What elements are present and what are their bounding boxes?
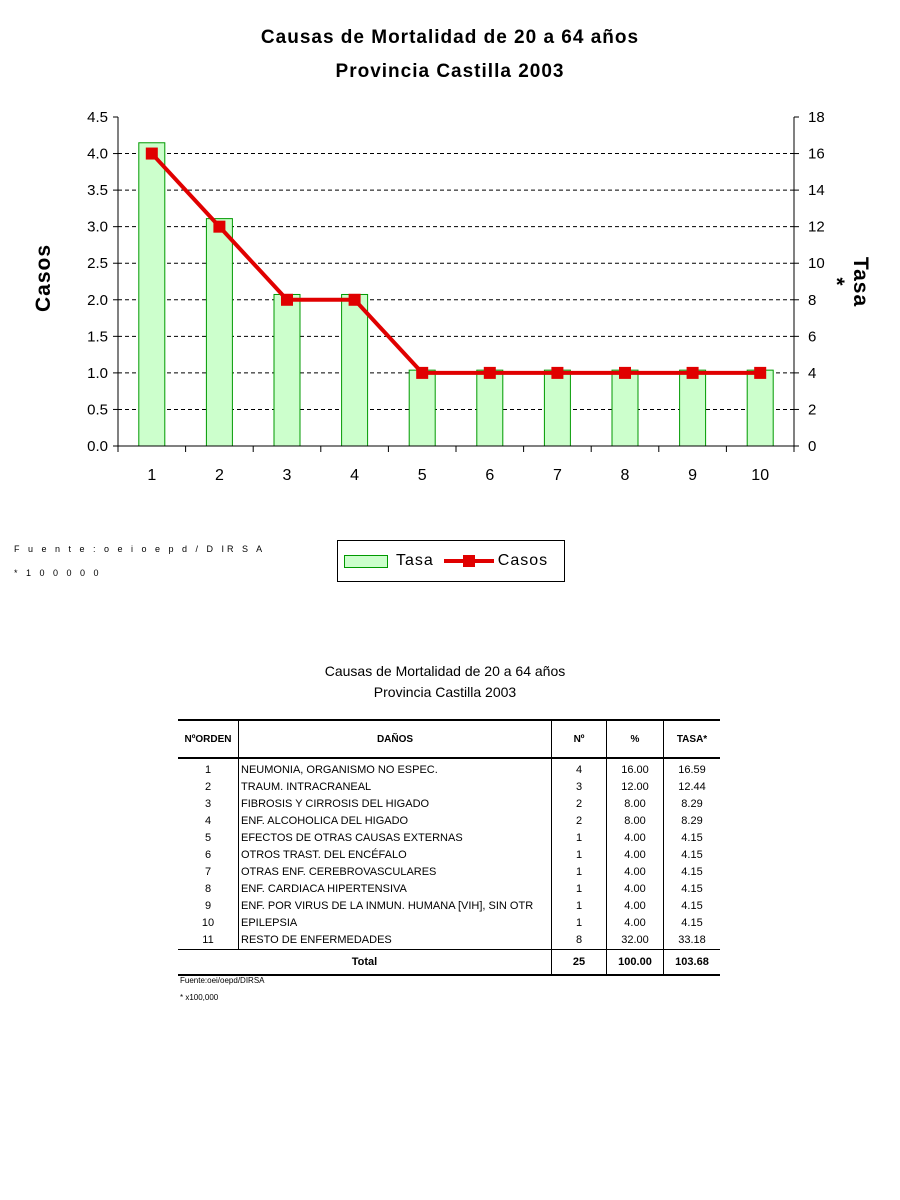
y-right-tick-label: 18 <box>808 109 825 126</box>
table-rate-note: * x100,000 <box>180 993 219 1002</box>
bar-tasa <box>680 370 706 446</box>
cell-dano: ENF. POR VIRUS DE LA INMUN. HUMANA [VIH], SIN OTR <box>239 898 552 915</box>
table-header-row <box>178 720 720 758</box>
table-row <box>178 847 720 864</box>
y-left-tick-label: 4.5 <box>87 109 108 126</box>
cell-orden: 8 <box>178 881 239 898</box>
point-casos <box>754 367 766 379</box>
cell-pct: 12.00 <box>607 779 664 796</box>
table-row <box>178 932 720 950</box>
cell-dano: EFECTOS DE OTRAS CAUSAS EXTERNAS <box>239 830 552 847</box>
y-left-tick-label: 0.0 <box>87 438 108 455</box>
y-right-tick-label: 2 <box>808 401 817 419</box>
cell-dano: ENF. ALCOHOLICA DEL HIGADO <box>239 813 552 830</box>
header-n: Nº <box>552 720 607 758</box>
cell-dano: RESTO DE ENFERMEDADES <box>239 932 552 950</box>
cell-dano: ENF. CARDIACA HIPERTENSIVA <box>239 881 552 898</box>
y-right-tick-label: 4 <box>808 364 817 382</box>
y-left-tick-label: 2.0 <box>87 291 108 309</box>
x-tick-label: 10 <box>751 467 770 484</box>
bar-tasa <box>206 219 232 446</box>
cell-n: 8 <box>552 932 607 950</box>
cell-tasa: 8.29 <box>681 815 703 827</box>
table-source-note: Fuente:oei/oepd/DIRSA <box>180 976 265 985</box>
cell-tasa: 4.15 <box>681 832 703 844</box>
cell-pct: 4.00 <box>607 915 664 932</box>
legend-tasa-label: Tasa <box>396 552 434 569</box>
table-row <box>178 898 720 915</box>
y-left-tick-label: 1.5 <box>87 328 108 346</box>
x-tick-label: 9 <box>688 467 698 484</box>
cell-n: 1 <box>552 864 607 881</box>
x-tick-label: 3 <box>282 467 292 484</box>
y-right-tick-label: 10 <box>808 255 825 273</box>
cell-tasa: 12.44 <box>678 781 706 793</box>
table-row <box>178 796 720 813</box>
cell-n: 1 <box>552 898 607 915</box>
cell-orden: 7 <box>178 864 239 881</box>
x-tick-label: 8 <box>620 467 630 484</box>
cell-pct: 4.00 <box>607 881 664 898</box>
cell-tasa: 16.59 <box>678 764 706 776</box>
cell-tasa: 4.15 <box>681 866 703 878</box>
cell-n: 2 <box>552 813 607 830</box>
point-casos <box>551 367 563 379</box>
table-total-row <box>178 950 720 976</box>
header-tasa: TASA* <box>664 720 721 758</box>
cell-pct: 16.00 <box>607 758 664 779</box>
cell-n: 2 <box>552 796 607 813</box>
table-row <box>178 779 720 796</box>
bar-tasa <box>477 370 503 446</box>
y-right-tick-label: 6 <box>808 328 817 346</box>
cell-dano: FIBROSIS Y CIRROSIS DEL HIGADO <box>239 796 552 813</box>
table-row <box>178 915 720 932</box>
cell-orden: 1 <box>178 758 239 779</box>
cell-tasa: 4.15 <box>681 917 703 929</box>
point-casos <box>416 367 428 379</box>
y-right-tick-label: 16 <box>808 145 825 163</box>
bar-tasa <box>747 370 773 446</box>
x-tick-label: 2 <box>214 467 224 484</box>
point-casos <box>146 148 158 160</box>
cell-n: 1 <box>552 915 607 932</box>
point-casos <box>619 367 631 379</box>
y-right-tick-label: 8 <box>808 291 817 309</box>
y-left-tick-label: 3.5 <box>87 182 108 200</box>
y-right-tick-label: 12 <box>808 218 825 236</box>
y-right-tick-label: 0 <box>808 438 817 455</box>
cell-orden: 9 <box>178 898 239 915</box>
cell-dano: NEUMONIA, ORGANISMO NO ESPEC. <box>239 758 552 779</box>
y-axis-right-title: Tasa * <box>825 256 872 308</box>
header-danos: DAÑOS <box>239 720 552 758</box>
total-pct: 100.00 <box>607 950 664 976</box>
cell-pct: 4.00 <box>607 847 664 864</box>
table-title-line2: Provincia Castilla 2003 <box>373 684 517 700</box>
bar-tasa <box>544 370 570 446</box>
x-tick-label: 5 <box>417 467 427 484</box>
cell-pct: 8.00 <box>607 796 664 813</box>
cell-orden: 6 <box>178 847 239 864</box>
bar-tasa <box>342 294 368 446</box>
chart-title-line1: Causas de Mortalidad de 20 a 64 años <box>260 27 640 48</box>
total-n: 25 <box>552 950 607 976</box>
cell-dano: TRAUM. INTRACRANEAL <box>239 779 552 796</box>
mortality-table <box>178 719 720 976</box>
point-casos <box>349 294 361 306</box>
cell-orden: 2 <box>178 779 239 796</box>
cell-orden: 5 <box>178 830 239 847</box>
cell-pct: 4.00 <box>607 830 664 847</box>
cell-n: 1 <box>552 830 607 847</box>
cell-n: 3 <box>552 779 607 796</box>
header-pct: % <box>607 720 664 758</box>
chart-source-note: F u e n t e : o e i o e p d / D IR S A <box>14 544 266 554</box>
y-right-tick-label: 14 <box>808 182 825 200</box>
table-title-line1: Causas de Mortalidad de 20 a 64 años <box>324 663 566 679</box>
cell-n: 1 <box>552 847 607 864</box>
x-tick-label: 6 <box>485 467 495 484</box>
cell-tasa: 4.15 <box>681 883 703 895</box>
x-tick-label: 7 <box>552 467 562 484</box>
cell-tasa: 8.29 <box>681 798 703 810</box>
table-row <box>178 864 720 881</box>
bar-tasa <box>409 370 435 446</box>
legend-tasa-swatch <box>344 555 388 568</box>
bar-tasa <box>139 143 165 446</box>
chart-rate-note: * 1 0 0 0 0 0 <box>14 568 102 578</box>
bar-tasa <box>274 294 300 446</box>
cell-tasa: 4.15 <box>681 900 703 912</box>
combo-chart <box>0 0 900 500</box>
cell-orden: 11 <box>178 932 239 950</box>
table-row <box>178 813 720 830</box>
total-tasa: 103.68 <box>664 950 721 976</box>
table-row <box>178 758 720 779</box>
y-left-tick-label: 4.0 <box>87 145 108 163</box>
x-tick-label: 1 <box>147 467 157 484</box>
y-left-tick-label: 3.0 <box>87 218 108 236</box>
cell-orden: 10 <box>178 915 239 932</box>
table-row <box>178 881 720 898</box>
cell-n: 4 <box>552 758 607 779</box>
point-casos <box>281 294 293 306</box>
cell-dano: EPILEPSIA <box>239 915 552 932</box>
point-casos <box>687 367 699 379</box>
x-tick-label: 4 <box>350 467 360 484</box>
point-casos <box>484 367 496 379</box>
y-axis-left-title: Casos <box>32 243 55 312</box>
cell-dano: OTROS TRAST. DEL ENCÉFALO <box>239 847 552 864</box>
y-left-tick-label: 2.5 <box>87 255 108 273</box>
legend-casos-label: Casos <box>497 552 549 569</box>
table-row <box>178 830 720 847</box>
cell-dano: OTRAS ENF. CEREBROVASCULARES <box>239 864 552 881</box>
chart-legend <box>337 540 565 582</box>
cell-pct: 32.00 <box>607 932 664 950</box>
bar-tasa <box>612 370 638 446</box>
cell-tasa: 4.15 <box>681 849 703 861</box>
cell-pct: 4.00 <box>607 864 664 881</box>
legend-casos-swatch <box>444 554 494 568</box>
total-label: Total <box>178 950 552 976</box>
cell-orden: 3 <box>178 796 239 813</box>
header-orden: NºORDEN <box>178 720 239 758</box>
cell-pct: 8.00 <box>607 813 664 830</box>
cell-tasa: 33.18 <box>664 932 721 950</box>
cell-n: 1 <box>552 881 607 898</box>
cell-orden: 4 <box>178 813 239 830</box>
chart-title-line2: Provincia Castilla 2003 <box>335 61 565 82</box>
y-left-tick-label: 0.5 <box>87 401 108 419</box>
cell-pct: 4.00 <box>607 898 664 915</box>
point-casos <box>213 221 225 233</box>
y-left-tick-label: 1.0 <box>87 364 108 382</box>
